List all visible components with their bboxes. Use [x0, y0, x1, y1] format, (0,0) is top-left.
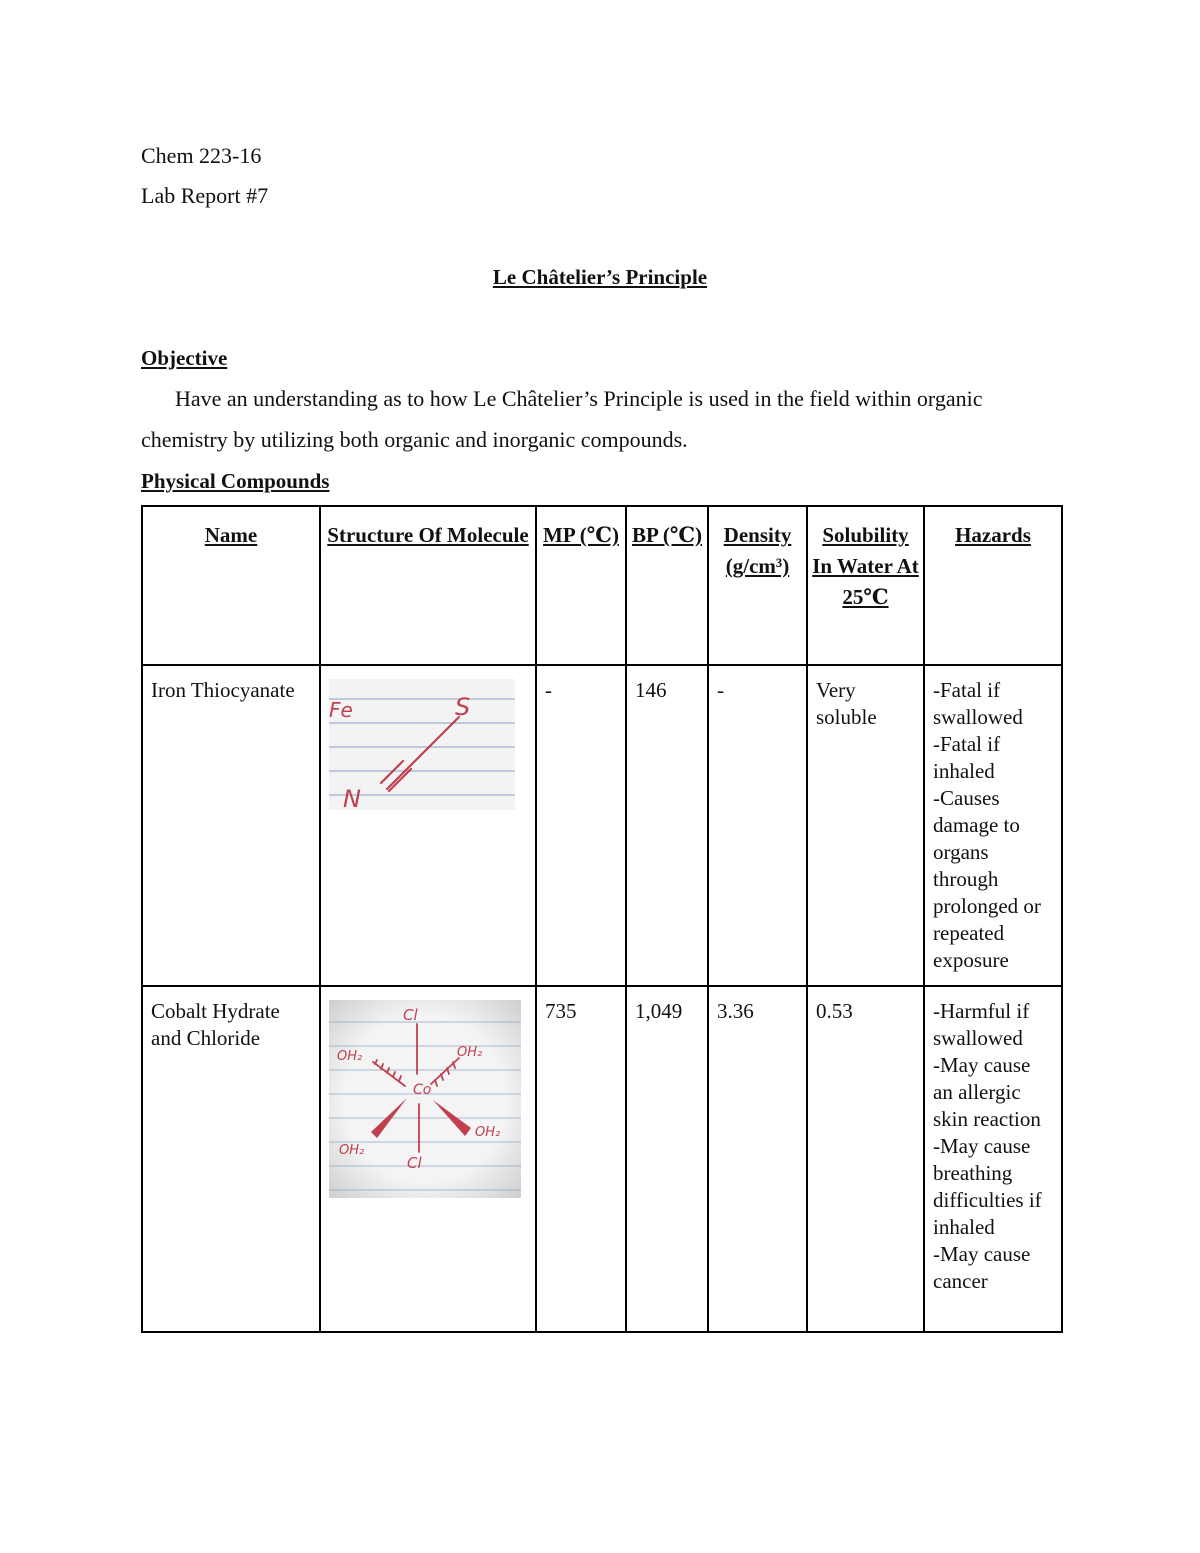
- atom-n: N: [343, 785, 361, 810]
- hazard-item: -Causes damage to organs through prolonged or repeated exposure: [933, 786, 1041, 972]
- cell-solubility: 0.53: [807, 986, 924, 1332]
- atom-cl-top: Cl: [403, 1006, 418, 1024]
- objective-body: Have an understanding as to how Le Châtelier’s Principle is used in the field within organic chemistry by utilizing both organic and inorganic compounds.: [141, 386, 983, 452]
- objective-text: [141, 378, 1061, 460]
- table-row: [142, 665, 1062, 986]
- cell-name: Cobalt Hydrate and Chloride: [142, 986, 320, 1332]
- col-header-hazards: Hazards: [924, 506, 1062, 665]
- ligand-oh2: OH₂: [339, 1143, 365, 1158]
- objective-heading: Objective: [141, 346, 228, 370]
- cell-bp: 146: [626, 665, 708, 986]
- col-header-structure: Structure Of Molecule: [320, 506, 536, 665]
- cell-mp: 735: [536, 986, 626, 1332]
- col-header-solubility: Solubility In Water At 25℃: [807, 506, 924, 665]
- ligand-oh2: OH₂: [337, 1049, 363, 1064]
- cobalt-structure-image: [329, 1000, 521, 1198]
- cell-solubility: Very soluble: [807, 665, 924, 986]
- physical-compounds-table: [141, 505, 1063, 1333]
- hazard-item: -Harmful if swallowed: [933, 999, 1030, 1050]
- cell-structure: [320, 986, 536, 1332]
- atom-co: Co: [413, 1082, 432, 1098]
- cell-density: 3.36: [708, 986, 807, 1332]
- ligand-oh2: OH₂: [475, 1125, 501, 1140]
- table-row: [142, 986, 1062, 1332]
- thiocyanate-structure-image: [329, 679, 515, 810]
- physical-compounds-heading: Physical Compounds: [141, 469, 330, 493]
- report-label: Lab Report #7: [141, 183, 269, 208]
- hazard-item: -Fatal if swallowed: [933, 678, 1023, 729]
- cell-structure: [320, 665, 536, 986]
- cell-name: Iron Thiocyanate: [142, 665, 320, 986]
- hazard-item: -May cause cancer: [933, 1242, 1031, 1293]
- document-title: Le Châtelier’s Principle: [492, 265, 708, 289]
- hazard-item: -May cause an allergic skin reaction: [933, 1053, 1041, 1131]
- hazard-item: -May cause breathing difficulties if inhaled: [933, 1134, 1042, 1239]
- cell-density: -: [708, 665, 807, 986]
- hazard-item: -Fatal if inhaled: [933, 732, 1001, 783]
- cell-mp: -: [536, 665, 626, 986]
- col-header-density: Density (g/cm³): [708, 506, 807, 665]
- atom-cl-bottom: Cl: [407, 1154, 422, 1172]
- atom-fe: Fe: [329, 698, 353, 722]
- col-header-name: Name: [142, 506, 320, 665]
- col-header-mp: MP (℃): [536, 506, 626, 665]
- table-header-row: [142, 506, 1062, 665]
- course-label: Chem 223-16: [141, 143, 262, 168]
- ligand-oh2: OH₂: [457, 1045, 483, 1060]
- col-header-bp: BP (℃): [626, 506, 708, 665]
- cell-bp: 1,049: [626, 986, 708, 1332]
- atom-s: S: [455, 693, 471, 721]
- cell-hazards: [924, 986, 1062, 1332]
- cell-hazards: [924, 665, 1062, 986]
